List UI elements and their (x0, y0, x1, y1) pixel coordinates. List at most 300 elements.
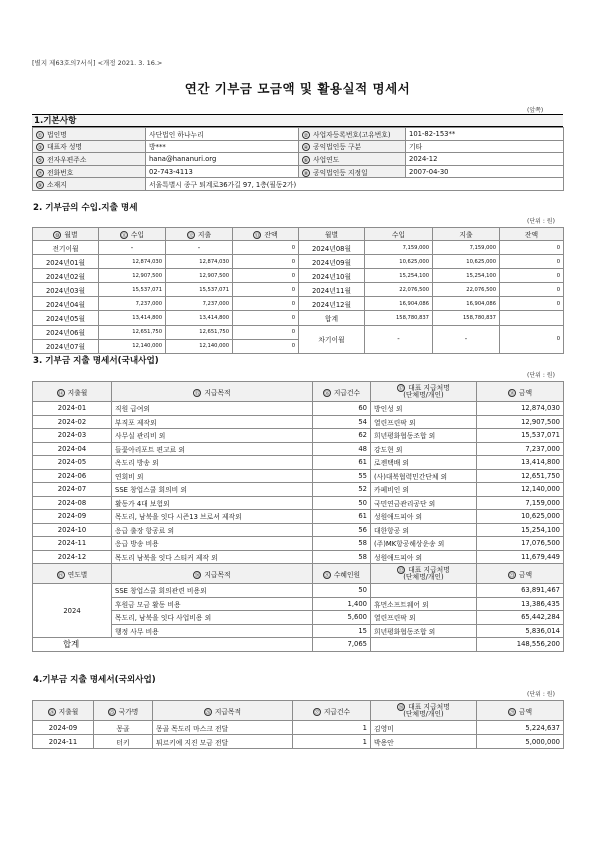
column-header-text: 지급목적 (204, 388, 231, 397)
column-header-text: 지출월 (67, 388, 88, 397)
basic-info-value (406, 140, 564, 153)
recipient-cell (371, 496, 477, 510)
income-cell-text: 22,076,500 (399, 286, 429, 293)
column-header-text: 금액 (518, 388, 533, 397)
count-cell (313, 456, 371, 470)
expense-cell-text: 7,159,000 (469, 244, 496, 251)
expense-cell-text: 12,907,500 (199, 272, 229, 279)
table-row (33, 597, 564, 611)
amount-cell (477, 584, 564, 598)
count-cell (313, 510, 371, 524)
balance-cell (500, 255, 564, 269)
balance-cell (233, 255, 299, 269)
month-cell (33, 283, 99, 297)
amount-cell (477, 735, 564, 749)
income-cell-text: 16,904,086 (399, 300, 429, 307)
table-row (33, 624, 564, 638)
month-cell-text: 2024년02월 (45, 272, 86, 281)
month-cell-text: 2024년04월 (45, 300, 86, 309)
purpose-cell-text: 목도리, 남북을 잇다 사업비용 외 (115, 614, 212, 623)
table-row (33, 550, 564, 564)
item-number-marker: ⑲ (58, 572, 64, 579)
amount-cell-text: 13,386,435 (521, 599, 560, 608)
month-cell (33, 735, 94, 749)
table-row (33, 611, 564, 625)
recipient-cell-text: 성원애드피아 외 (374, 553, 423, 562)
purpose-cell (112, 429, 313, 443)
income-cell-text: 7,237,000 (135, 300, 162, 307)
recipient-cell (371, 415, 477, 429)
column-header-text: 금액 (518, 570, 533, 579)
column-header (433, 228, 500, 241)
country-cell-text: 몽골 (116, 724, 130, 733)
balance-cell (233, 311, 299, 325)
basic-info-row (33, 128, 564, 141)
table-row (33, 442, 564, 456)
basic-info-label-text: 공익법인등 구분 (313, 143, 362, 152)
month-cell-text: 2024년07월 (45, 343, 86, 352)
basic-info-value-text: 2007-04-30 (409, 167, 449, 176)
basic-info-label-text: 전자우편주소 (47, 155, 87, 164)
balance-cell (233, 339, 299, 353)
recipient-cell-text: 성원애드피아 외 (374, 513, 423, 522)
income-cell-text: - (130, 243, 134, 252)
basic-info-label-text: 대표자 성명 (47, 143, 82, 152)
header-line-1-text: 대표 지급처명 (408, 703, 450, 711)
purpose-cell-text: 행정 사무 비용 (115, 627, 159, 636)
column-header (293, 701, 371, 721)
address-value-text: 서울특별시 종구 퇴계로36가길 97, 1층(필동2가) (149, 181, 297, 190)
basic-info-value-text: 방*** (149, 143, 166, 152)
header-line-2: (단체명/개인) (403, 391, 444, 399)
expense-cell-text: 158,780,837 (462, 315, 496, 322)
table-header-row (33, 228, 564, 241)
total-amount (477, 638, 564, 652)
balance-cell (500, 283, 564, 297)
month-cell-text: 2024-01 (57, 404, 87, 413)
table-row (33, 325, 564, 339)
table-row (33, 269, 564, 283)
purpose-cell (112, 402, 313, 416)
month-cell-text: 2024년12월 (311, 300, 352, 309)
count-cell-text: 1 (362, 723, 367, 732)
column-header-text: 수입 (130, 231, 145, 239)
purpose-cell (112, 597, 313, 611)
basic-info-row (33, 153, 564, 166)
header-two-line (374, 384, 473, 399)
item-number-marker: ㉕ (109, 709, 115, 716)
recipient-cell (371, 721, 477, 735)
count-cell (313, 429, 371, 443)
basic-info-value-text: 사단법인 하나누리 (149, 130, 204, 139)
table-row (33, 429, 564, 443)
count-cell-text: 52 (358, 485, 367, 494)
amount-cell (477, 456, 564, 470)
item-number-marker: ⑯ (324, 390, 330, 397)
purpose-cell (112, 584, 313, 598)
basic-info-label (299, 153, 406, 166)
month-cell-text: 2024-06 (57, 471, 87, 480)
basic-info-label (33, 128, 146, 141)
recipient-cell (371, 429, 477, 443)
recipient-cell-text: (주)MK항공해상운송 외 (374, 540, 445, 549)
recipient-cell-text: 카페비인 외 (374, 486, 409, 495)
balance-cell-text: 0 (291, 258, 295, 265)
count-cell (313, 496, 371, 510)
item-number-marker: ⑧ (303, 170, 309, 177)
amount-cell (477, 624, 564, 638)
year-cell (33, 584, 112, 638)
expense-cell (433, 297, 500, 311)
count-cell-text: 61 (358, 458, 367, 467)
expense-cell-text: 12,140,000 (199, 343, 229, 350)
page-title: 연간 기부금 모금액 및 활용실적 명세서 (184, 81, 411, 96)
income-cell (365, 311, 433, 325)
basic-info-row (33, 165, 564, 178)
income-cell (99, 325, 166, 339)
month-cell (299, 297, 365, 311)
beneficiaries-cell-text: 5,600 (347, 613, 367, 622)
table-row (33, 283, 564, 297)
income-cell (365, 283, 433, 297)
purpose-cell-text: 직원 급여외 (115, 405, 150, 414)
basic-info-label-text: 공익법인등 지정일 (313, 168, 368, 177)
section2-unit: (단위 : 원) (527, 218, 555, 225)
column-header (500, 228, 564, 241)
carry-forward-label-text: 차기이월 (318, 336, 345, 345)
basic-info-label-text: 사업연도 (313, 155, 340, 164)
item-number-marker: ③ (37, 145, 43, 152)
column-header (313, 564, 371, 584)
section4-unit: (단위 : 원) (527, 691, 555, 698)
recipient-cell (371, 611, 477, 625)
table-header-row (33, 564, 564, 584)
count-cell-text: 56 (358, 525, 367, 534)
recipient-cell-text: 희년평화협동조합 외 (374, 627, 436, 636)
item-number-marker: ⑤ (37, 157, 43, 164)
month-cell-text: 2024-11 (57, 539, 87, 548)
amount-cell-text: 11,679,449 (521, 552, 560, 561)
count-cell (313, 469, 371, 483)
purpose-cell-text: 목도리 남북을 잇다 스티커 제작 외 (115, 553, 218, 562)
income-cell-text: 12,874,030 (132, 258, 162, 265)
carry-forward-expense-text: - (464, 335, 468, 344)
basic-info-label (299, 128, 406, 141)
country-cell (94, 721, 153, 735)
amount-cell (477, 469, 564, 483)
table-row (33, 456, 564, 470)
expense-cell (433, 255, 500, 269)
month-cell (33, 523, 112, 537)
expense-cell (166, 311, 233, 325)
month-cell-text: 2024년01월 (45, 258, 86, 267)
beneficiaries-cell (313, 584, 371, 598)
carry-forward-balance (500, 325, 564, 353)
income-cell (99, 241, 166, 255)
page-side-label: (앞쪽) (527, 107, 544, 114)
amount-cell-text: 13,414,800 (521, 458, 560, 467)
month-cell (33, 496, 112, 510)
income-expense-table (32, 227, 564, 354)
basic-info-label (33, 153, 146, 166)
basic-info-value (146, 128, 299, 141)
address-label-text: 소재지 (47, 181, 67, 190)
purpose-cell-text: 연회비 외 (115, 472, 144, 481)
country-cell-text: 터키 (116, 738, 130, 747)
balance-cell-text: 0 (291, 343, 295, 350)
item-number-marker: ⑪ (121, 233, 127, 239)
column-header (313, 382, 371, 402)
count-cell-text: 54 (358, 417, 367, 426)
expense-cell-text: - (197, 243, 201, 252)
count-cell-text: 48 (358, 444, 367, 453)
income-cell-text: 12,140,000 (132, 343, 162, 350)
recipient-cell-text: 김영미 (374, 724, 394, 733)
purpose-cell (112, 611, 313, 625)
amount-cell-text: 12,140,000 (521, 485, 560, 494)
amount-cell (477, 510, 564, 524)
address-label (33, 178, 146, 191)
income-cell-text: 12,651,750 (132, 329, 162, 336)
expense-cell-text: 13,414,800 (199, 315, 229, 322)
basic-info-value-text: 기타 (409, 143, 423, 152)
balance-cell (233, 283, 299, 297)
purpose-cell (153, 735, 293, 749)
amount-cell (477, 429, 564, 443)
expense-cell (166, 269, 233, 283)
month-cell (299, 311, 365, 325)
expense-cell (433, 241, 500, 255)
item-number-marker: ⑦ (37, 170, 43, 177)
total-row (33, 638, 564, 652)
column-header (371, 382, 477, 402)
table-row (33, 469, 564, 483)
column-header (299, 228, 365, 241)
recipient-cell-text: (사)대북협력민간단체 외 (374, 472, 448, 481)
month-cell-text: 전기이월 (52, 244, 79, 253)
month-cell (33, 721, 94, 735)
expense-cell (166, 339, 233, 353)
month-cell-text: 2024년09월 (311, 258, 352, 267)
recipient-cell-text: 열린프린팍 외 (374, 418, 416, 427)
header-line-2: (단체명/개인) (403, 573, 444, 581)
recipient-cell (371, 735, 477, 749)
basic-info-value (406, 165, 564, 178)
section3-heading: 3. 기부금 지출 명세서(국내사업) (33, 356, 159, 366)
balance-cell-text: 0 (291, 286, 295, 293)
column-header (166, 228, 233, 241)
column-header-text: 연도별 (67, 570, 88, 579)
income-cell (365, 297, 433, 311)
carry-forward-income-text: - (397, 335, 400, 344)
purpose-cell (112, 442, 313, 456)
balance-cell-text: 0 (291, 300, 295, 307)
form-reference: [별지 제63호의7서식] <개정 2021. 3. 16.> (32, 59, 163, 67)
month-cell (299, 255, 365, 269)
purpose-cell (112, 469, 313, 483)
count-cell (293, 721, 371, 735)
recipient-cell-text: 국민연금관리공단 외 (374, 499, 436, 508)
balance-cell-text: 0 (291, 315, 295, 322)
carry-forward-income (365, 325, 433, 353)
column-header (94, 701, 153, 721)
column-header-text: 수혜인원 (333, 570, 361, 579)
overseas-expense-table (32, 700, 564, 749)
income-cell (365, 269, 433, 283)
year-cell-text: 2024 (63, 606, 81, 615)
expense-cell (166, 241, 233, 255)
recipient-cell (371, 510, 477, 524)
balance-cell (500, 269, 564, 283)
item-number-marker: ① (37, 132, 43, 139)
income-cell-text: 15,254,100 (399, 272, 429, 279)
balance-cell (233, 325, 299, 339)
count-cell (313, 523, 371, 537)
purpose-cell (112, 523, 313, 537)
amount-cell-text: 7,237,000 (525, 444, 560, 453)
table-row (33, 721, 564, 735)
income-cell-text: 13,414,800 (132, 315, 162, 322)
purpose-cell-text: 들꽃아리포트 편고료 외 (115, 445, 185, 454)
amount-cell (477, 402, 564, 416)
purpose-cell-text: SSE 창업스쿨 회의관련 비용외 (115, 587, 207, 596)
balance-cell-text: 0 (291, 329, 295, 336)
purpose-cell-text: SSE 창업스쿨 회의비 외 (115, 486, 187, 495)
column-header-text: 지출 (459, 231, 473, 239)
month-cell (33, 550, 112, 564)
item-number-marker: ⑫ (188, 233, 194, 239)
purpose-cell-text: 응급 출장 항공료 외 (115, 526, 175, 535)
purpose-cell-text: 부직포 제작외 (115, 418, 157, 427)
count-cell (313, 483, 371, 497)
amount-cell-text: 12,907,500 (521, 417, 560, 426)
recipient-cell-text: 대한항공 외 (374, 526, 409, 535)
recipient-cell (371, 550, 477, 564)
purpose-cell-text: 몽골 목도리 마스크 전달 (156, 724, 229, 733)
item-number-marker: ⑥ (303, 157, 309, 164)
item-number-marker: ㉒ (398, 568, 404, 574)
basic-info-table (32, 127, 564, 191)
domestic-expense-table (32, 381, 564, 652)
item-number-marker: ⑰ (398, 386, 404, 392)
purpose-cell-text: 후원금 모금 활동 비용 (115, 600, 181, 609)
month-cell (33, 415, 112, 429)
purpose-cell-text: 목도리, 남북을 잇다 시즌13 브로셔 제작외 (115, 513, 242, 522)
basic-info-value (406, 153, 564, 166)
basic-info-label (299, 165, 406, 178)
income-cell-text: 7,159,000 (402, 244, 429, 251)
amount-cell (477, 611, 564, 625)
table-header-row (33, 701, 564, 721)
purpose-cell (112, 456, 313, 470)
amount-cell (477, 537, 564, 551)
expense-cell-text: 12,874,030 (199, 258, 229, 265)
expense-cell-text: 10,625,000 (466, 258, 496, 265)
recipient-cell-text: 박용안 (374, 738, 394, 747)
item-number-marker: ㉗ (314, 709, 320, 716)
month-cell-text: 2024년11월 (311, 286, 352, 295)
column-header-text: 지급목적 (204, 570, 231, 579)
count-cell-text: 61 (358, 512, 367, 521)
carry-forward-label (299, 325, 365, 353)
purpose-cell (112, 496, 313, 510)
basic-info-value-text: 2024-12 (409, 154, 438, 163)
item-number-marker: ㉓ (509, 572, 515, 579)
balance-cell-text: 0 (556, 258, 560, 265)
header-line-2: (단체명/개인) (403, 710, 444, 718)
table-row (33, 735, 564, 749)
column-header (365, 228, 433, 241)
section4-heading: 4.기부금 지출 명세서(국외사업) (33, 675, 156, 685)
header-line-1-text: 대표 지급처명 (408, 384, 450, 392)
month-cell (33, 537, 112, 551)
month-cell (299, 241, 365, 255)
table-row (33, 483, 564, 497)
recipient-cell (371, 523, 477, 537)
month-cell (33, 269, 99, 283)
column-header (371, 564, 477, 584)
total-count (313, 638, 371, 652)
column-header (33, 701, 94, 721)
income-cell (99, 283, 166, 297)
recipient-cell-text: 방인성 외 (374, 405, 403, 414)
column-header (33, 382, 112, 402)
table-row (33, 537, 564, 551)
column-header (33, 228, 99, 241)
column-header-text: 월별 (64, 231, 78, 239)
month-cell-text: 2024-04 (57, 444, 87, 453)
count-cell (313, 537, 371, 551)
basic-info-label-text: 사업자등록번호(고유번호) (313, 130, 391, 139)
address-value (146, 178, 564, 191)
table-row (33, 402, 564, 416)
count-cell (313, 442, 371, 456)
column-header (33, 564, 112, 584)
basic-info-value-text: 02-743-4113 (149, 167, 193, 176)
basic-info-value (146, 153, 299, 166)
purpose-cell (112, 510, 313, 524)
balance-cell (500, 297, 564, 311)
basic-info-row (33, 178, 564, 191)
table-row (33, 241, 564, 255)
column-header (477, 564, 564, 584)
item-number-marker: ㉑ (324, 572, 330, 579)
item-number-marker: ⑬ (254, 233, 260, 239)
month-cell-text: 2024년03월 (45, 286, 86, 295)
amount-cell (477, 721, 564, 735)
amount-cell (477, 523, 564, 537)
month-cell-text: 2024-09 (48, 723, 78, 732)
basic-info-value (146, 165, 299, 178)
total-amount-text: 148,556,200 (516, 640, 560, 649)
amount-cell (477, 597, 564, 611)
table-row (33, 523, 564, 537)
total-empty (371, 638, 477, 652)
beneficiaries-cell-text: 1,400 (347, 599, 367, 608)
amount-cell-text: 15,254,100 (521, 525, 560, 534)
balance-cell-text: 0 (291, 244, 295, 251)
expense-cell-text: 22,076,500 (466, 286, 496, 293)
column-header-text: 지급건수 (333, 388, 361, 397)
recipient-cell (371, 483, 477, 497)
column-header-text: 국가명 (118, 707, 139, 716)
column-header-text: 월별 (324, 231, 339, 239)
amount-cell-text: 5,836,014 (525, 626, 560, 635)
table-row (33, 584, 564, 598)
expense-cell-text: 15,537,071 (199, 286, 229, 293)
month-cell-text: 2024-05 (57, 458, 87, 467)
beneficiaries-cell (313, 597, 371, 611)
